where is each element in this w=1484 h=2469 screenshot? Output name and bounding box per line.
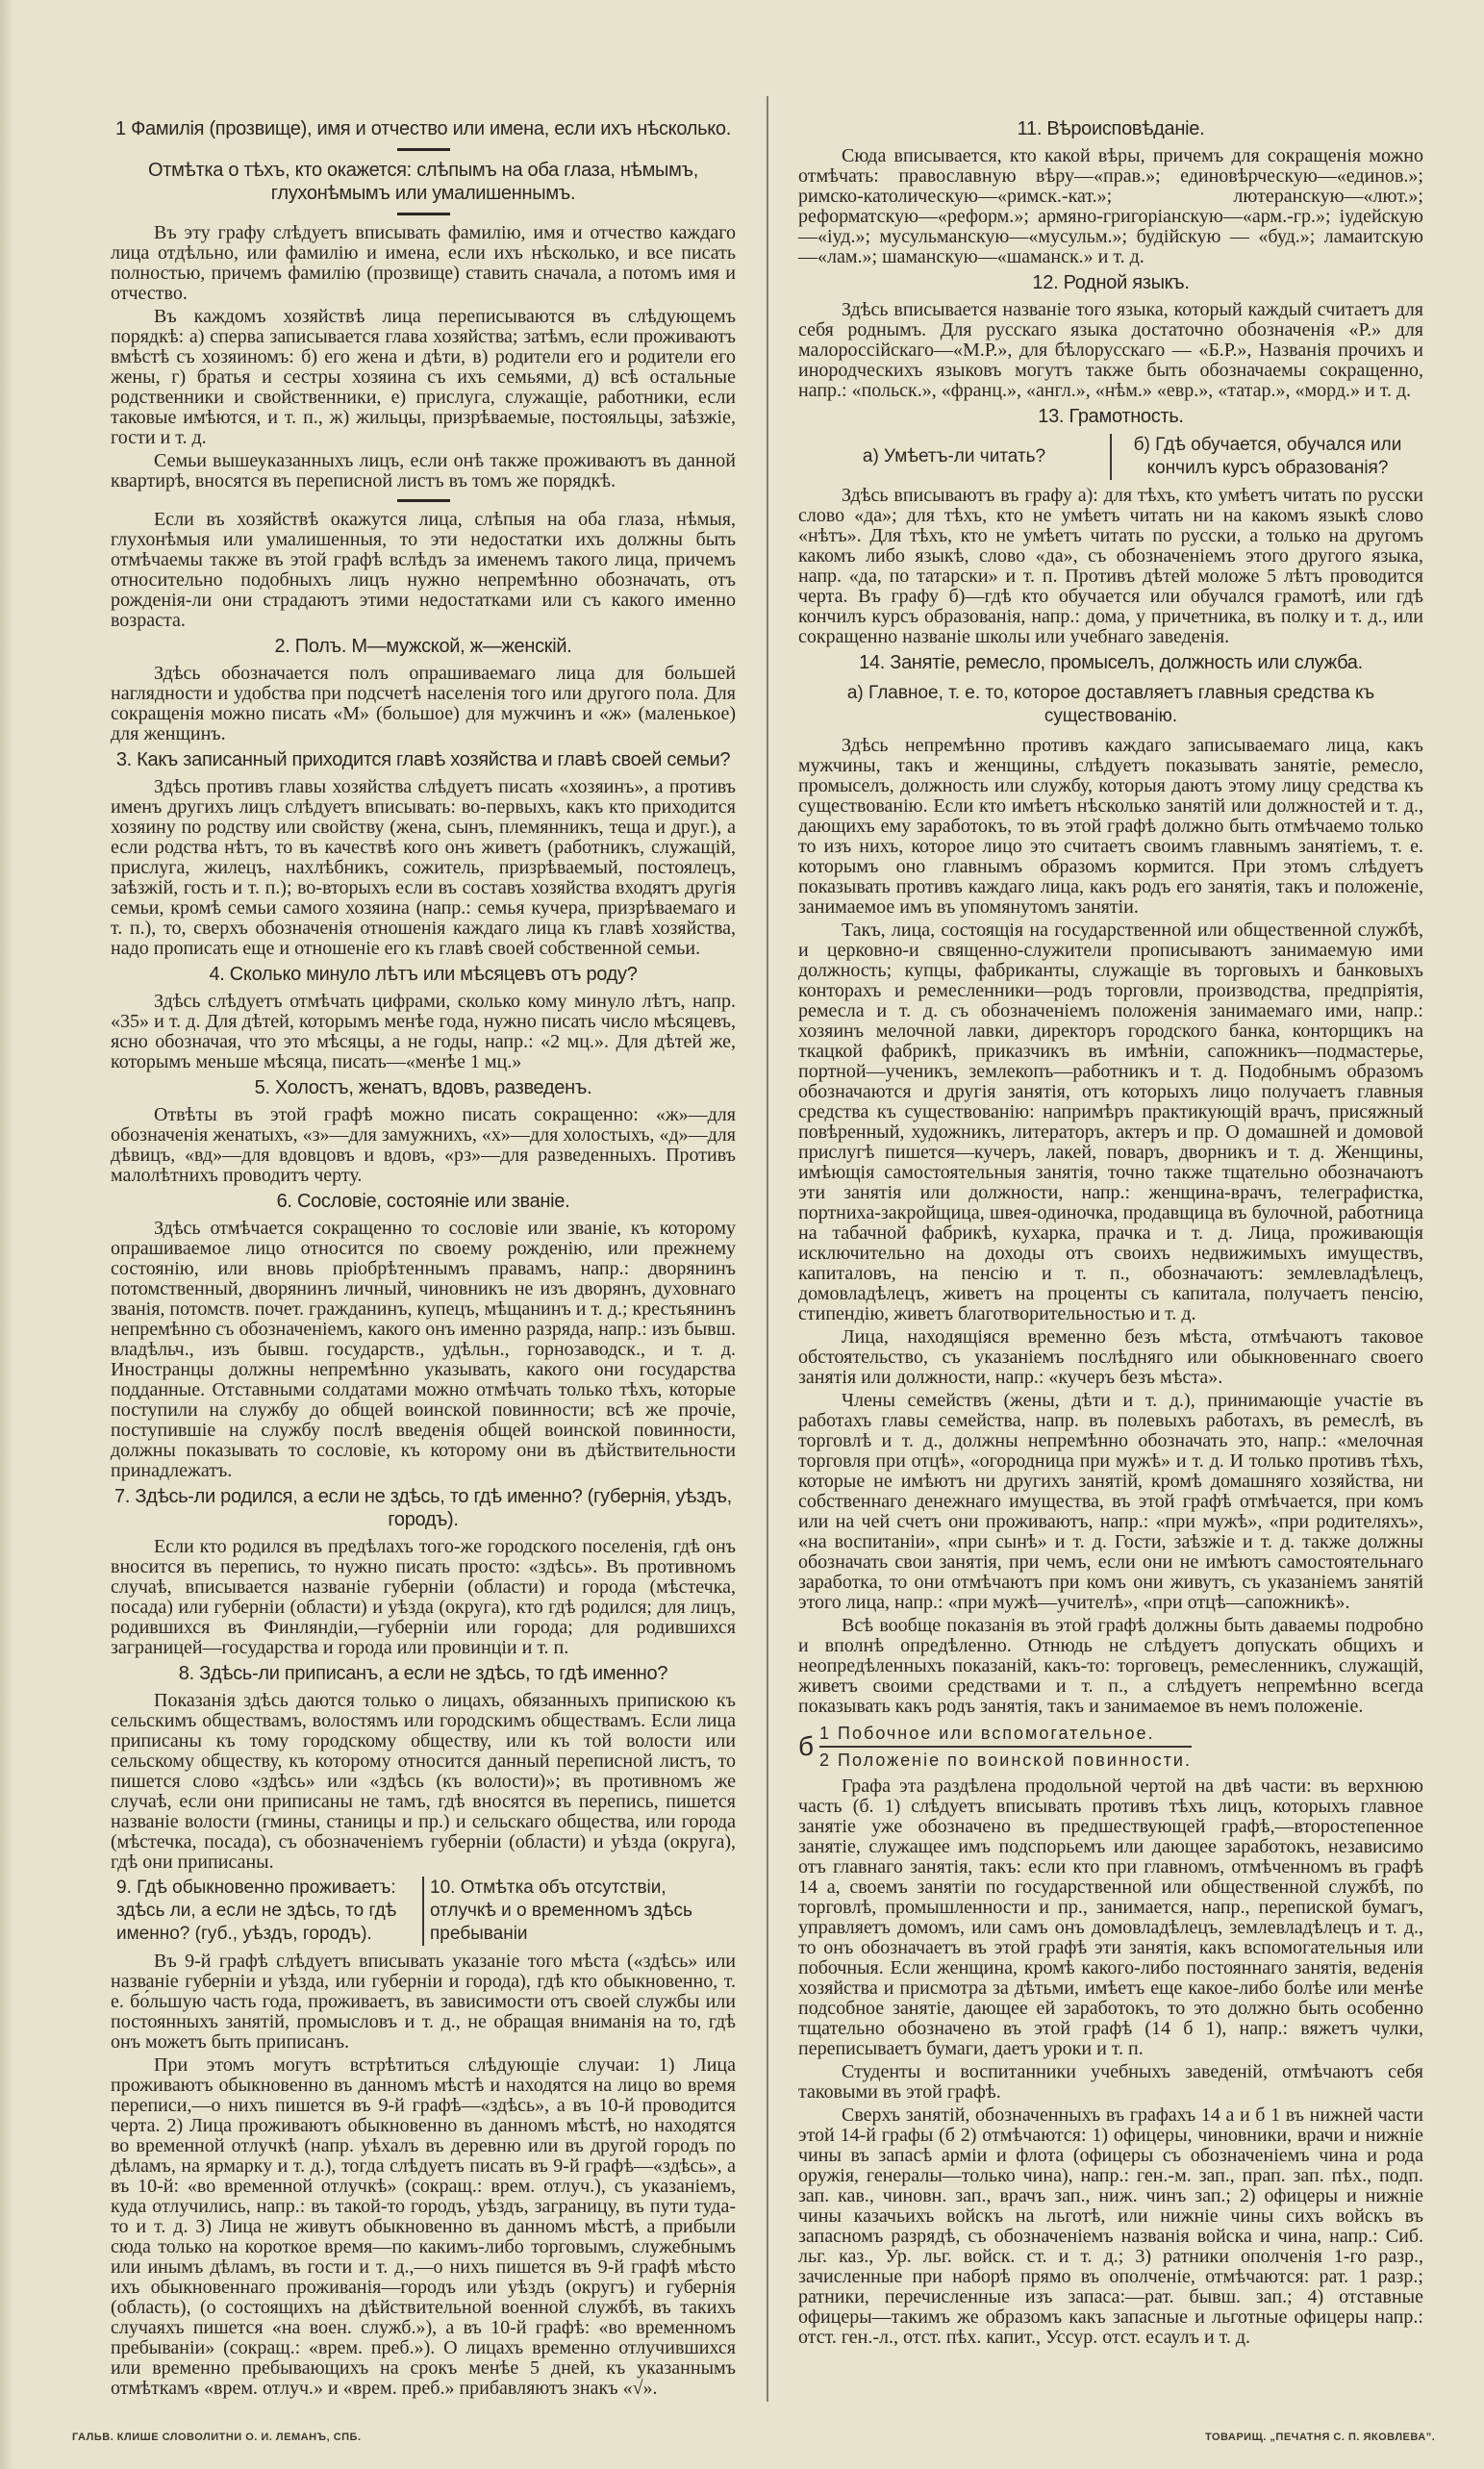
split-heading-left [798, 434, 1112, 480]
column-divider [767, 96, 768, 2402]
paragraph: Здѣсь отмѣчается сокращенно то сословіе или званіе, къ которому опрашиваемое лицо относится по своему рожденію, или прежнему состоянію, или вновь пріобрѣтеннымъ правамъ, напр.: дворянинъ потомственный, дворянинъ личный, чиновникъ не изъ дворянъ, духовнаго званія, потомств. почет. гражданинъ, купецъ, мѣщанинъ и т. д.; крестьянинъ непремѣнно съ обозначеніемъ, какого онъ именно разряда, напр.: изъ бывш. владѣльч., изъ бывш. государств., удѣльн., горнозаводск., и т. д. Иностранцы должны непремѣнно указывать, какого они государства подданные. Отставными солдатами можно отмѣчать только тѣхъ, которые поступили на службу до общей воинской повинности; всѣ же прочіе, поступившіе на службу послѣ введенія общей воинской повинности, должны показывать то сословіе, къ которому они въ дѣйствительности принадлежатъ. [111, 1218, 736, 1481]
paragraph: При этомъ могутъ встрѣтиться слѣдующіе случаи: 1) Лица проживаютъ обыкновенно въ данномъ мѣстѣ и находятся на лицо во время переписи,—о нихъ пишется въ 9-й графѣ—«здѣсь», а въ 10-й проводится черта. 2) Лица проживаютъ обыкновенно въ данномъ мѣстѣ, но находятся во временной отлучкѣ (напр. уѣхалъ въ деревню или въ другой городъ по дѣламъ, на ярмарку и т. д.), тогда слѣдуетъ писать въ 9-й графѣ—«здѣсь», а въ 10-й: «во временной отлучкѣ» (сокращ.: врем. отлуч.), съ указаніемъ, куда отлучились, напр.: въ такой-то городъ, уѣздъ, заграницу, въ пути туда-то и т. д. 3) Лица не живутъ обыкновенно въ данномъ мѣстѣ, а прибыли сюда только на короткое время—по какимъ-либо торговымъ, служебнымъ или инымъ дѣламъ, въ гости и т. д.,—о нихъ пишется въ 9-й графѣ мѣсто ихъ обыкновеннаго проживанія—городъ или уѣздъ (округъ) и губернія (область), (о состоящихъ на дѣйствительной военной службѣ, въ такихъ случаяхъ пишется «на воен. служб.»), а въ 10-й графѣ: «во временномъ пребываніи» (сокращ.: «врем. преб.»). О лицахъ временно отлучившихся или временно пребывающихъ на срокъ менѣе 5 дней, къ указаннымъ отмѣткамъ «врем. отлуч.» и «врем. преб.» прибавляютъ знакъ «√». [111, 2054, 736, 2399]
separator-rule [397, 148, 450, 151]
right-column [798, 113, 1423, 2351]
paragraph: Въ каждомъ хозяйствѣ лица переписываются въ слѣдующемъ порядкѣ: а) сперва записывается глава хозяйства; затѣмъ, если проживаютъ вмѣстѣ съ хозяиномъ: б) его жена и дѣти, в) родители его и родители его жены, г) братья и сестры хозяина съ ихъ семьями, д) всѣ остальные родственники и свойственники, е) прислуга, служащіе, работники, если таковые имѣются, и т. п., ж) жильцы, призрѣваемые, постояльцы, заѣзжіе, гости и т. д. [111, 306, 736, 448]
printer-credit-right: ТОВАРИЩ. „ПЕЧАТНЯ С. П. ЯКОВЛЕВА”. [1205, 2431, 1436, 2443]
paragraph: Показанія здѣсь даются только о лицахъ, обязанныхъ припискою къ сельскимъ обществамъ, волостямъ или городскимъ обществамъ. Если лица приписаны къ тому городскому обществу, или къ той волости или сельскому обществу, къ которому относится данный переписной листъ, то пишется слово «здѣсь» или «здѣсь (къ волости)»; въ противномъ же случаѣ, если они приписаны не тамъ, гдѣ вносятся въ перепись, пишется названіе волости (гмины, станицы и пр.) и сельскаго общества, или города (мѣстечка, посада), съ обозначеніемъ губерніи (области) и уѣзда (округа), гдѣ они приписаны. [111, 1690, 736, 1873]
heading-text: 9. Гдѣ обыкновенно проживаетъ: здѣсь ли, а если не здѣсь, то гдѣ именно? (губ., уѣздъ, городъ). [116, 1877, 397, 1944]
heading-text: а) Умѣетъ-ли читать? [862, 446, 1046, 466]
paragraph: Если въ хозяйствѣ окажутся лица, слѣпыя на оба глаза, нѣмыя, глухонѣмыя или умалишенныя, то эти недостатки ихъ должны быть отмѣчаемы также въ этой графѣ вслѣдъ за именемъ такого лица, причемъ относительно подобныхъ лицъ нужно непремѣнно обозначать, отъ рожденія-ли они страдаютъ этими недостатками или съ какого именно возраста. [111, 509, 736, 631]
bracket-line: 2 Положеніе по воинской повинности. [819, 1751, 1192, 1770]
section-subheading: а) Главное, т. е. то, которое доставляетъ главныя средства къ существованію. [846, 683, 1375, 726]
heading-text: б) Гдѣ обучается, обучался или кончилъ курсъ образованія? [1133, 435, 1402, 478]
paragraph: Члены семействъ (жены, дѣти и т. д.), принимающіе участіе въ работахъ главы семейства, напр. въ полевыхъ работахъ, въ ремеслѣ, въ торговлѣ и т. д., должны непремѣнно обозначать это, напр.: «мелочная торговля при отцѣ», «огородница при мужѣ» и т. д. И только противъ тѣхъ, которые не имѣютъ ни другихъ занятій, кромѣ домашняго хозяйства, ни собственнаго денежнаго имущества, въ этой графѣ отмѣчается, при комъ или на чей счетъ они проживаютъ, напр.: «при мужѣ», «при родителяхъ», «на воспитаніи», «при сынѣ» и т. д. Гости, заѣзжіе и т. д. также должны обозначать свои занятія, при чемъ, если они не имѣютъ самостоятельнаго заработка, то они отмѣчаютъ при комъ они живутъ, съ указаніемъ занятій этого лица, напр.: «при мужѣ—учителѣ», «при отцѣ—сапожникѣ». [798, 1390, 1423, 1613]
paragraph: Отвѣты въ этой графѣ можно писать сокращенно: «ж»—для обозначенія женатыхъ, «з»—для замужнихъ, «х»—для холостыхъ, «д»—для дѣвицъ, «вд»—для вдовцовъ и вдовъ, «рз»—для разведенныхъ. Противъ малолѣтнихъ проводитъ черту. [111, 1104, 736, 1186]
left-column [111, 113, 736, 2402]
section-heading: 5. Холостъ, женатъ, вдовъ, разведенъ. [254, 1077, 592, 1098]
paragraph: Въ 9-й графѣ слѣдуетъ вписывать указаніе того мѣста («здѣсь» или названіе губерніи и уѣзда, или губерніи и города), гдѣ кто обыкновенно, т. е. бо́льшую часть года, проживаетъ, въ зависимости отъ своей службы или постоянныхъ занятій, промысловъ и т. д., не обращая вниманія на то, гдѣ онъ можетъ быть приписанъ. [111, 1951, 736, 2053]
bracket-letter: б [798, 1731, 817, 1761]
paragraph: Здѣсь обозначается полъ опрашиваемаго лица для большей наглядности и удобства при подсчетѣ населенія того или другого пола. Для сокращенія можно писать «М» (большое) для мужчинъ и «ж» (маленькое) для женщинъ. [111, 663, 736, 744]
paragraph: Здѣсь слѣдуетъ отмѣчать цифрами, сколько кому минуло лѣтъ, напр. «35» и т. д. Для дѣтей, которымъ менѣе года, нужно писать число мѣсяцевъ, ясно обозначая, что это мѣсяцы, а не годы, напр.: «2 мц.». Для дѣтей же, которымъ меньше мѣсяца, писать—«менѣе 1 мц.» [111, 991, 736, 1072]
paragraph: Здѣсь непремѣнно противъ каждаго записываемаго лица, какъ мужчины, такъ и женщины, слѣдуетъ показывать занятіе, ремесло, промыселъ, должность или службу, которыя даютъ этому лицу средства къ существованію. Если кто имѣетъ нѣсколько занятій или должностей и т. д., дающихъ ему заработокъ, то въ этой графѣ должно быть отмѣчаемо только то изъ нихъ, которое лицо это считаетъ своимъ главнымъ занятіемъ, т. е. которымъ оно главнымъ образомъ кормится. При этомъ слѣдуетъ показывать противъ каждаго лица, какъ родъ его занятія, такъ и положеніе, занимаемое имъ въ упомянутомъ занятіи. [798, 735, 1423, 918]
bracket-line: 1 Побочное или вспомогательное. [819, 1723, 1192, 1748]
split-heading [111, 1877, 736, 1946]
page-edge-shadow [0, 0, 13, 2469]
split-heading [798, 434, 1423, 480]
paragraph: Семьи вышеуказанныхъ лицъ, если онѣ также проживаютъ въ данной квартирѣ, вносятся въ переписной листъ въ томъ же порядкѣ. [111, 450, 736, 491]
section-heading: 3. Какъ записанный приходится главѣ хозяйства и главѣ своей семьи? [115, 749, 731, 770]
section-heading: 13. Грамотность. [1038, 406, 1184, 427]
section-heading: 2. Полъ. М—мужской, ж—женскій. [274, 636, 572, 657]
paragraph: Въ эту графу слѣдуетъ вписывать фамилію, имя и отчество каждаго лица отдѣльно, или фамилію и имена, если ихъ нѣсколько, и все писать полностью, причемъ фамилію (прозвище) ставить сначала, а потомъ имя и отчество. [111, 222, 736, 304]
paragraph: Здѣсь противъ главы хозяйства слѣдуетъ писать «хозяинъ», а противъ именъ другихъ лицъ слѣдуетъ вписывать: во-первыхъ, какъ кто приходится хозяину по родству или свойству (жена, сынъ, племянникъ, теща и друг.), а если родства нѣтъ, то въ качествѣ кого онъ живетъ (работникъ, служащій, прислуга, жилецъ, нахлѣбникъ, сожитель, призрѣваемый, постоялецъ, заѣзжій, гость и т. п.); во-вторыхъ если въ составъ хозяйства входятъ другія семьи, кромѣ семьи самого хозяина (напр.: семья кучера, призрѣваемаго и т. п.), то, сверхъ обозначенія отношенія каждаго лица къ главѣ хозяйства, надо прописать еще и отношеніе его къ главѣ своей собственной семьи. [111, 776, 736, 959]
section-heading: Отмѣтка о тѣхъ, кто окажется: слѣпымъ на оба глаза, нѣмымъ, глухонѣмымъ или умалишеннымъ. [147, 160, 699, 204]
separator-rule [397, 213, 450, 215]
paragraph: Лица, находящіяся временно безъ мѣста, отмѣчаютъ таковое обстоятельство, съ указаніемъ послѣдняго или обыкновеннаго своего занятія или должности, напр.: «кучеръ безъ мѣста». [798, 1326, 1423, 1388]
section-heading: 7. Здѣсь-ли родился, а если не здѣсь, то гдѣ именно? (губернія, уѣздъ, городъ). [114, 1486, 732, 1530]
section-heading: 11. Вѣроисповѣданіе. [1017, 118, 1205, 139]
paragraph: Сюда вписывается, кто какой вѣры, причемъ для сокращенія можно отмѣчать: православную вѣру—«прав.»; единовѣрческую—«единов.»; римско-католическую—«римск.-кат.»; лютеранскую—«лют.»; реформатскую—«реформ.»; армяно-григоріанскую—«арм.-гр.»; іудейскую—«іуд.»; мусульманскую—«мусульм.»; будійскую — «буд.»; ламаитскую—«лам.»; шаманскую—«шаманск.» и т. д. [798, 145, 1423, 267]
bracket-heading [798, 1723, 1423, 1771]
section-heading: 4. Сколько минуло лѣтъ или мѣсяцевъ отъ роду? [209, 964, 638, 985]
paragraph: Здѣсь вписываютъ въ графу а): для тѣхъ, кто умѣетъ читать по русски слово «да»; для тѣхъ, кто не умѣетъ читать ни на какомъ языкѣ слово «нѣтъ». Для тѣхъ, кто не умѣетъ читать по русски, а только на другомъ какомъ либо языкѣ, слово «да», съ обозначеніемъ этого другого языка, напр. «да, по татарски» и т. п. Противъ дѣтей моложе 5 лѣтъ проводится черта. Въ графу б)—гдѣ кто обучается или обучался грамотѣ, или гдѣ кончилъ курсъ образованія, напр.: дома, у причетника, въ полку и т. д., или сокращенно названіе школы или учебнаго заведенія. [798, 485, 1423, 647]
split-heading-right [424, 1877, 736, 1946]
section-heading: 8. Здѣсь-ли приписанъ, а если не здѣсь, то гдѣ именно? [178, 1663, 668, 1684]
section-heading: 12. Родной языкъ. [1032, 272, 1190, 293]
section-heading: 1 Фамилія (прозвище), имя и отчество или имена, если ихъ нѣсколько. [115, 118, 731, 139]
paragraph: Студенты и воспитанники учебныхъ заведеній, отмѣчаютъ себя таковыми въ этой графѣ. [798, 2061, 1423, 2103]
paragraph: Такъ, лица, состоящія на государственной или общественной службѣ, и церковно-и священно-служители прописываютъ занимаемую ими должность; купцы, фабриканты, служащіе въ торговыхъ и банковыхъ конторахъ и ремесленники—родъ торговли, производства, предпріятія, ремесла и т. д. съ обозначеніемъ положенія занимаемаго ими, напр.: хозяинъ мелочной лавки, директоръ городского банка, конторщикъ на ткацкой фабрикѣ, приказчикъ въ имѣніи, сапожникъ—подмастерье, портной—ученикъ, землекопъ—работникъ и т. д. Подобнымъ образомъ обозначаются и другія занятія, отъ которыхъ лицо получаетъ главныя средства къ существованію: напримѣръ практикующій врачъ, присяжный повѣренный, художникъ, литераторъ, актеръ и пр. О домашней и домовой прислугѣ пишется—кучеръ, лакей, поваръ, дворникъ и т. д. Женщины, имѣющія самостоятельныя занятія, точно также тщательно обозначаютъ эти занятія или должности, напр.: женщина-врачъ, телеграфистка, портниха-закройщица, швея-одиночка, продавщица въ булочной, работница на табачной фабрикѣ, кухарка, прачка и т. д. Лица, проживающія исключительно на доходы отъ своихъ недвижимыхъ имуществъ, капиталовъ, на пенсію и т. п., обозначаютъ: землевладѣлецъ, домовладѣлецъ, живетъ на проценты съ капитала, получаетъ пенсію, стипендію, живетъ благотворительностью и т. д. [798, 920, 1423, 1324]
separator-rule [397, 499, 450, 502]
paragraph: Здѣсь вписывается названіе того языка, который каждый считаетъ для себя роднымъ. Для русскаго языка достаточно обозначенія «Р.» для малороссійскаго—«М.Р.», для бѣлорусскаго — «Б.Р.», Названія прочихъ и инородческихъ языковъ могутъ также быть обозначаемы сокращенно, напр.: «польск.», «франц.», «англ.», «нѣм.» «евр.», «татар.», «морд.» и т. д. [798, 299, 1423, 401]
paragraph: Графа эта раздѣлена продольной чертой на двѣ части: въ верхнюю часть (б. 1) слѣдуетъ вписывать противъ тѣхъ лицъ, которыхъ главное занятіе уже обозначено въ предшествующей графѣ,—второстепенное занятіе, служащее имъ подспорьемъ или дающее заработокъ, независимо отъ главнаго занятія, такъ: если кто при главномъ, отмѣченномъ въ графѣ 14 а, своемъ занятіи по государственной или общественной службѣ, по торговлѣ, промышленности и пр., занимается, напр., перепиской бумагъ, управляетъ домомъ, или самъ онъ домовладѣлецъ, землевладѣлецъ и т. д., то онъ обозначаетъ въ этой графѣ эти занятія, какъ вспомогательныя или побочныя. Если женщина, кромѣ какого-либо постояннаго занятія, веденія хозяйства и присмотра за дѣтьми, имѣетъ еще какое-либо болѣе или менѣе подсобное занятіе, дающее ей заработокъ, то это должно быть особенно тщательно обозначено въ этой графѣ (14 б 1), напр.: вяжетъ чулки, переписываетъ бумаги, даетъ уроки и т. п. [798, 1776, 1423, 2059]
section-heading: 6. Сословіе, состояніе или званіе. [276, 1191, 570, 1212]
section-heading: 14. Занятіе, ремесло, промыселъ, должность или служба. [859, 652, 1363, 673]
split-heading-left [111, 1877, 424, 1946]
split-heading-right [1112, 434, 1423, 480]
bracket-lines [819, 1723, 1192, 1771]
paragraph: Сверхъ занятій, обозначенныхъ въ графахъ 14 а и б 1 въ нижней части этой 14-й графы (б 2) отмѣчаются: 1) офицеры, чиновники, врачи и нижніе чины въ запасѣ арміи и флота (офицеры съ обозначеніемъ чина и рода оружія, генералы—только чина), напр.: ген.-м. зап., прап. зап. пѣх., подп. зап. кав., чиновн. зап., врачъ зап., ниж. чинъ зап.; 2) офицеры и нижніе чины казачьихъ войскъ на льготѣ, или нижніе чины сихъ войскъ въ запасномъ разрядѣ, съ обозначеніемъ названія войска и чина, напр.: Сиб. льг. каз., Ур. льг. войск. ст. и т. д.; 3) ратники ополченія 1-го разр., зачисленные при наборѣ прямо въ ополченіе, отмѣчаются: рат. 1 разр.; ратники, перечисленные изъ запаса:—рат. бывш. зап.; 4) отставные офицеры—такимъ же образомъ какъ запасные и льготные офицеры напр.: отст. ген.-л., отст. пѣх. капит., Уссур. отст. есаулъ и т. д. [798, 2104, 1423, 2348]
heading-text: 10. Отмѣтка объ отсутствіи, отлучкѣ и о временномъ здѣсь пребываніи [430, 1877, 692, 1944]
printer-credit-left: ГАЛЬВ. КЛИШЕ СЛОВОЛИТНИ О. И. ЛЕМАНЪ, СПБ. [72, 2431, 362, 2443]
paragraph: Всѣ вообще показанія въ этой графѣ должны быть даваемы подробно и вполнѣ опредѣленно. Отнюдь не слѣдуетъ допускать общихъ и неопредѣленныхъ показаній, какъ-то: торговецъ, ремесленникъ, служащій, живетъ своими средствами и т. п., а слѣдуетъ непремѣнно всегда показывать какъ родъ занятія, такъ и занимаемое въ немъ положеніе. [798, 1615, 1423, 1717]
paragraph: Если кто родился въ предѣлахъ того-же городского поселенія, гдѣ онъ вносится въ перепись, то нужно писать просто: «здѣсь». Въ противномъ случаѣ, вписывается названіе губерніи (области) и города (мѣстечка, посада) или губерніи (области) и уѣзда (округа), кто гдѣ родился; для лицъ, родившихся въ Финляндіи,—губерніи или города; для родившихся заграницей—государства и города или провинціи и т. п. [111, 1536, 736, 1658]
